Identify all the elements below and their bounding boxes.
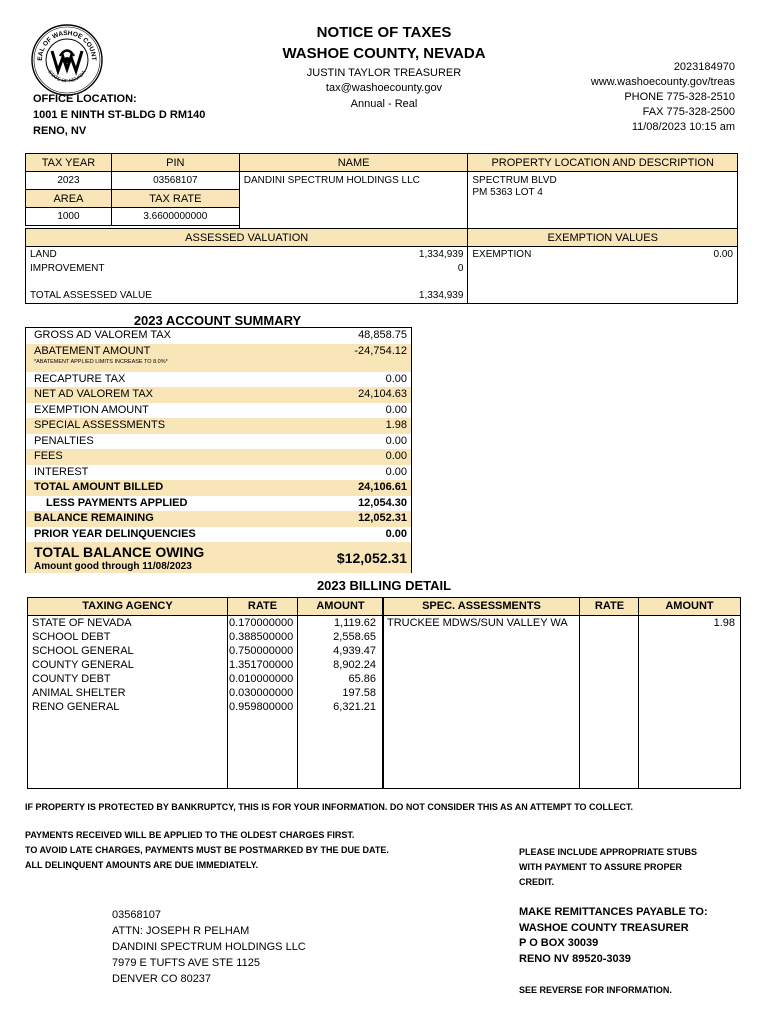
header-tax-rate: TAX RATE (111, 190, 239, 208)
payment-note-1: PAYMENTS RECEIVED WILL BE APPLIED TO THE OLDEST CHARGES FIRST. (25, 830, 355, 840)
summary-label: LESS PAYMENTS APPLIED (46, 496, 188, 509)
header-tax-year: TAX YEAR (26, 154, 112, 172)
agency-amount: 65.86 (348, 673, 376, 685)
office-city: RENO, NV (33, 125, 87, 137)
see-reverse: SEE REVERSE FOR INFORMATION. (519, 985, 672, 995)
summary-value: 1.98 (385, 419, 407, 431)
spec-assessment-name: TRUCKEE MDWS/SUN VALLEY WA (387, 617, 568, 629)
property-line-1: SPECTRUM BLVD (472, 175, 557, 186)
summary-value: 48,858.75 (358, 329, 407, 341)
mailing-address (112, 907, 306, 987)
property-line-2: PM 5363 LOT 4 (472, 187, 543, 198)
improvement-value: 0 (457, 263, 464, 274)
summary-label: FEES (34, 450, 63, 462)
agency-name: ANIMAL SHELTER (32, 687, 126, 699)
agency-name: COUNTY GENERAL (32, 659, 134, 671)
county-title: WASHOE COUNTY, NEVADA (282, 45, 486, 62)
agency-name: STATE OF NEVADA (32, 617, 132, 629)
summary-value: 12,052.31 (358, 512, 407, 524)
mailing-line: 03568107 (112, 909, 161, 921)
summary-label: BALANCE REMAINING (34, 512, 154, 524)
header-amount-2: AMOUNT (639, 598, 740, 616)
print-datetime: 11/08/2023 10:15 am (631, 121, 735, 133)
summary-value: 12,054.30 (358, 496, 407, 509)
payment-note-2: TO AVOID LATE CHARGES, PAYMENTS MUST BE POSTMARKED BY THE DUE DATE. (25, 845, 389, 855)
exemption-value: 0.00 (713, 249, 733, 260)
svg-text:STATE OF NEVADA: STATE OF NEVADA (46, 69, 88, 85)
pin-value: 03568107 (111, 172, 239, 190)
land-label: LAND (30, 249, 57, 260)
stub-note-3: CREDIT. (519, 877, 555, 887)
tax-rate-value: 3.6600000000 (111, 208, 239, 226)
agency-rate: 0.170000000 (229, 617, 294, 629)
mailing-line: 7979 E TUFTS AVE STE 1125 (112, 957, 260, 969)
remit-line: WASHOE COUNTY TREASURER (519, 921, 689, 934)
summary-label: GROSS AD VALOREM TAX (34, 329, 171, 341)
summary-label: NET AD VALOREM TAX (34, 388, 153, 400)
agency-name: SCHOOL GENERAL (32, 645, 134, 657)
stub-note-1: PLEASE INCLUDE APPROPRIATE STUBS (519, 847, 698, 857)
office-address: 1001 E NINTH ST-BLDG D RM140 (33, 109, 206, 121)
notice-title: NOTICE OF TAXES (316, 24, 452, 41)
mailing-line: ATTN: JOSEPH R PELHAM (112, 925, 250, 937)
summary-value: 24,104.63 (358, 388, 407, 400)
header-property: PROPERTY LOCATION AND DESCRIPTION (468, 154, 738, 172)
header-rate: RATE (227, 598, 298, 616)
summary-title: 2023 ACCOUNT SUMMARY (133, 313, 302, 328)
header-pin: PIN (111, 154, 239, 172)
spec-assessment-amount: 1.98 (713, 617, 735, 629)
stub-note-2: WITH PAYMENT TO ASSURE PROPER (519, 862, 683, 872)
svg-text:SEAL OF WASHOE COUNTY: EAL OF WASHOE COUNT (36, 29, 98, 61)
summary-value: -24,754.12 (354, 344, 407, 357)
exemption-label: EXEMPTION (472, 249, 532, 260)
land-value: 1,334,939 (418, 249, 464, 260)
summary-label: SPECIAL ASSESSMENTS (34, 419, 166, 431)
remit-line: P O BOX 30039 (519, 937, 599, 949)
remit-line: RENO NV 89520-3039 (519, 952, 631, 965)
summary-value: 0.00 (385, 465, 407, 478)
bill-type: Annual - Real (350, 98, 418, 110)
area-value: 1000 (26, 208, 112, 226)
property-description (468, 172, 738, 229)
summary-label: RECAPTURE TAX (34, 372, 126, 385)
payment-note-3: ALL DELINQUENT AMOUNTS ARE DUE IMMEDIATELY. (25, 860, 259, 870)
improvement-label: IMPROVEMENT (30, 263, 105, 274)
header-assessed-valuation: ASSESSED VALUATION (26, 229, 468, 247)
summary-value: 0.00 (385, 434, 407, 447)
col-divider (580, 598, 639, 788)
tax-year-value: 2023 (26, 172, 112, 190)
agency-name: COUNTY DEBT (32, 673, 111, 685)
summary-label: TOTAL AMOUNT BILLED (34, 481, 164, 493)
header-name: NAME (239, 154, 468, 172)
total-assessed-value: 1,334,939 (418, 290, 464, 301)
agency-rate: 0.010000000 (229, 673, 294, 685)
fax-number: FAX 775-328-2500 (642, 106, 735, 118)
summary-label: PRIOR YEAR DELINQUENCIES (34, 527, 196, 540)
summary-label: EXEMPTION AMOUNT (34, 403, 149, 416)
header-amount: AMOUNT (298, 598, 383, 616)
mailing-line: DENVER CO 80237 (112, 973, 212, 985)
website-link[interactable]: www.washoecounty.gov/treas (590, 76, 735, 88)
assessed-valuation-box (26, 247, 468, 304)
billing-title: 2023 BILLING DETAIL (316, 578, 452, 593)
summary-value: 24,106.61 (358, 481, 407, 493)
summary-value: 0.00 (385, 527, 407, 540)
summary-value: 0.00 (385, 403, 407, 416)
abatement-note: *ABATEMENT APPLIED LIMITS INCREASE TO 8.0%* (34, 358, 168, 365)
agency-rate: 1.351700000 (229, 659, 294, 671)
summary-label: INTEREST (34, 465, 89, 478)
agency-name: RENO GENERAL (32, 701, 120, 713)
agency-rate: 0.959800000 (229, 701, 294, 713)
agency-rate: 0.030000000 (229, 687, 294, 699)
bill-number: 2023184970 (673, 61, 735, 73)
owner-name: DANDINI SPECTRUM HOLDINGS LLC (239, 172, 468, 229)
treasurer-email: tax@washoecounty.gov (325, 82, 443, 94)
phone-number: PHONE 775-328-2510 (624, 91, 735, 103)
property-grid (25, 153, 738, 304)
agency-amount: 197.58 (342, 687, 376, 699)
total-assessed-label: TOTAL ASSESSED VALUE (30, 290, 152, 301)
summary-value: 0.00 (385, 450, 407, 462)
summary-row-abatement (26, 344, 411, 372)
header-exemption-values: EXEMPTION VALUES (468, 229, 738, 247)
good-through: Amount good through 11/08/2023 (34, 561, 192, 572)
mailing-line: DANDINI SPECTRUM HOLDINGS LLC (112, 941, 306, 953)
account-summary (25, 327, 412, 573)
header-spec-assessments: SPEC. ASSESSMENTS (383, 598, 580, 616)
agency-amount: 8,902.24 (333, 659, 376, 671)
agency-amount: 4,939.47 (333, 645, 376, 657)
agency-name: SCHOOL DEBT (32, 631, 111, 643)
header-rate-2: RATE (580, 598, 639, 616)
billing-detail-table (27, 597, 741, 789)
remit-line: MAKE REMITTANCES PAYABLE TO: (519, 906, 708, 918)
treasurer-name: JUSTIN TAYLOR TREASURER (306, 67, 462, 79)
header-taxing-agency: TAXING AGENCY (28, 598, 227, 616)
summary-label: PENALTIES (34, 434, 94, 447)
exemption-values-box (468, 247, 738, 304)
agency-amount: 2,558.65 (333, 631, 376, 643)
total-balance-box (26, 542, 411, 573)
agency-amount: 1,119.62 (333, 617, 376, 629)
remittance-info (519, 905, 708, 967)
summary-label: ABATEMENT AMOUNT (34, 344, 151, 357)
agency-rate: 0.388500000 (229, 631, 294, 643)
header-area: AREA (26, 190, 112, 208)
agency-rate: 0.750000000 (229, 645, 294, 657)
total-balance-label: TOTAL BALANCE OWING (34, 544, 205, 560)
total-balance-value: $12,052.31 (336, 550, 407, 566)
summary-value: 0.00 (385, 372, 407, 385)
bankruptcy-notice: IF PROPERTY IS PROTECTED BY BANKRUPTCY, THIS IS FOR YOUR INFORMATION. DO NOT CONSIDER THIS AS AN ATTEMPT TO COLLECT. (25, 802, 634, 812)
agency-amount: 6,321.21 (333, 701, 376, 713)
office-label: OFFICE LOCATION: (33, 93, 137, 105)
